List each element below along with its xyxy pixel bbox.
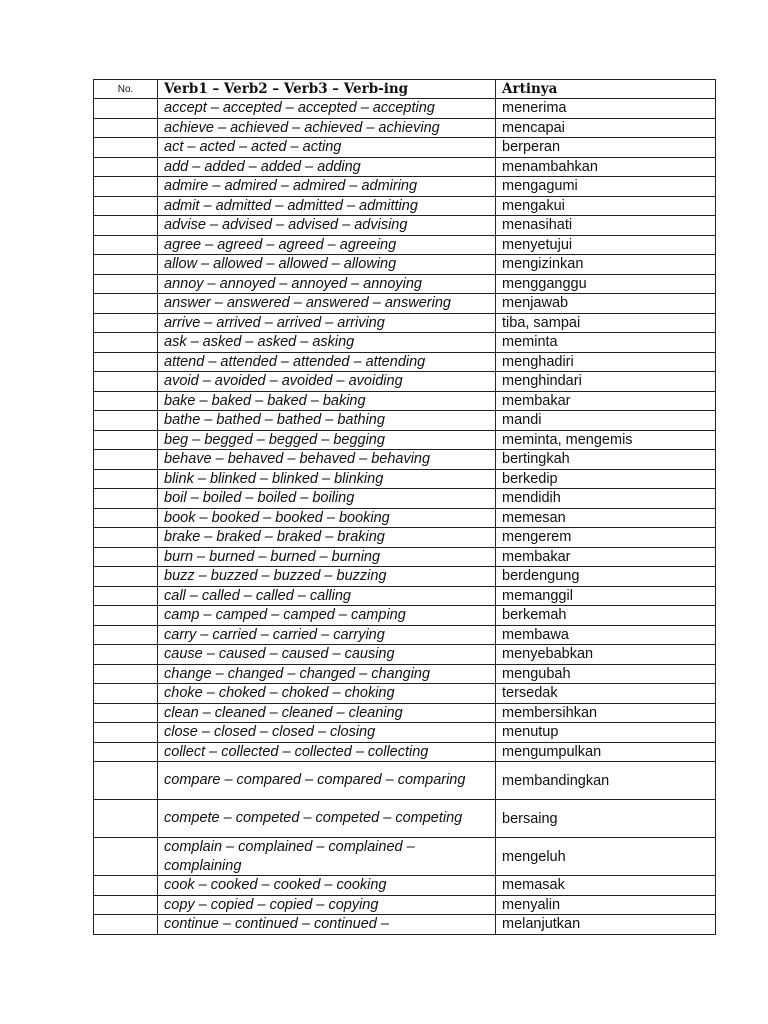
table-row (94, 99, 716, 119)
table-row (94, 567, 716, 587)
table-row (94, 157, 716, 177)
row-number-cell (94, 313, 158, 333)
verb-forms-cell: continue – continued – continued – (158, 915, 496, 935)
row-number-cell (94, 391, 158, 411)
table-row (94, 372, 716, 392)
table-row (94, 352, 716, 372)
artinya-cell: mengagumi (496, 177, 716, 197)
artinya-cell: menasihati (496, 216, 716, 236)
artinya-cell: tersedak (496, 684, 716, 704)
artinya-cell: menghindari (496, 372, 716, 392)
verb-forms-cell: ask – asked – asked – asking (158, 333, 496, 353)
row-number-cell (94, 800, 158, 838)
row-number-cell (94, 703, 158, 723)
artinya-cell: membakar (496, 391, 716, 411)
verb-forms-cell: boil – boiled – boiled – boiling (158, 489, 496, 509)
table-row (94, 391, 716, 411)
table-row (94, 255, 716, 275)
header-no: No. (94, 80, 158, 99)
verb-forms-cell: clean – cleaned – cleaned – cleaning (158, 703, 496, 723)
artinya-cell: membakar (496, 547, 716, 567)
artinya-cell: membandingkan (496, 762, 716, 800)
verb-forms-cell: annoy – annoyed – annoyed – annoying (158, 274, 496, 294)
table-row (94, 196, 716, 216)
verb-forms-cell: cause – caused – caused – causing (158, 645, 496, 665)
artinya-cell: memesan (496, 508, 716, 528)
verb-forms-cell: act – acted – acted – acting (158, 138, 496, 158)
row-number-cell (94, 567, 158, 587)
table-row (94, 800, 716, 838)
artinya-cell: mengizinkan (496, 255, 716, 275)
verb-forms-cell: blink – blinked – blinked – blinking (158, 469, 496, 489)
header-row (94, 80, 716, 99)
artinya-cell: mengumpulkan (496, 742, 716, 762)
verb-forms-cell: change – changed – changed – changing (158, 664, 496, 684)
table-row (94, 177, 716, 197)
artinya-cell: mengganggu (496, 274, 716, 294)
row-number-cell (94, 742, 158, 762)
artinya-cell: memanggil (496, 586, 716, 606)
table-row (94, 469, 716, 489)
artinya-cell: berdengung (496, 567, 716, 587)
verb-forms-cell: buzz – buzzed – buzzed – buzzing (158, 567, 496, 587)
row-number-cell (94, 177, 158, 197)
row-number-cell (94, 625, 158, 645)
row-number-cell (94, 684, 158, 704)
artinya-cell: mencapai (496, 118, 716, 138)
verb-forms-cell: achieve – achieved – achieved – achieving (158, 118, 496, 138)
verb-forms-cell: add – added – added – adding (158, 157, 496, 177)
verb-forms-cell: collect – collected – collected – collecting (158, 742, 496, 762)
table-row (94, 915, 716, 935)
table-header (94, 80, 716, 99)
artinya-cell: tiba, sampai (496, 313, 716, 333)
row-number-cell (94, 664, 158, 684)
artinya-cell: meminta (496, 333, 716, 353)
verb-forms-cell: complain – complained – complained – complaining (158, 838, 496, 876)
verb-forms-cell: bake – baked – baked – baking (158, 391, 496, 411)
row-number-cell (94, 586, 158, 606)
row-number-cell (94, 528, 158, 548)
verb-forms-cell: attend – attended – attended – attending (158, 352, 496, 372)
artinya-cell: mendidih (496, 489, 716, 509)
table-row (94, 762, 716, 800)
verb-forms-cell: accept – accepted – accepted – accepting (158, 99, 496, 119)
table-row (94, 274, 716, 294)
verb-forms-cell: brake – braked – braked – braking (158, 528, 496, 548)
row-number-cell (94, 762, 158, 800)
artinya-cell: menerima (496, 99, 716, 119)
verb-forms-cell: choke – choked – choked – choking (158, 684, 496, 704)
artinya-cell: menutup (496, 723, 716, 743)
table-row (94, 235, 716, 255)
row-number-cell (94, 895, 158, 915)
verb-forms-cell: behave – behaved – behaved – behaving (158, 450, 496, 470)
row-number-cell (94, 838, 158, 876)
row-number-cell (94, 333, 158, 353)
row-number-cell (94, 645, 158, 665)
row-number-cell (94, 411, 158, 431)
artinya-cell: mengeluh (496, 838, 716, 876)
table-row (94, 138, 716, 158)
verb-forms-cell: book – booked – booked – booking (158, 508, 496, 528)
verb-forms-cell: cook – cooked – cooked – cooking (158, 876, 496, 896)
row-number-cell (94, 255, 158, 275)
artinya-cell: mengubah (496, 664, 716, 684)
table-row (94, 508, 716, 528)
artinya-cell: memasak (496, 876, 716, 896)
verb-forms-cell: compete – competed – competed – competing (158, 800, 496, 838)
verb-forms-cell: avoid – avoided – avoided – avoiding (158, 372, 496, 392)
row-number-cell (94, 915, 158, 935)
verb-forms-cell: close – closed – closed – closing (158, 723, 496, 743)
artinya-cell: melanjutkan (496, 915, 716, 935)
table-row (94, 586, 716, 606)
artinya-cell: mengakui (496, 196, 716, 216)
row-number-cell (94, 216, 158, 236)
table-row (94, 742, 716, 762)
artinya-cell: membawa (496, 625, 716, 645)
row-number-cell (94, 876, 158, 896)
row-number-cell (94, 118, 158, 138)
verb-forms-cell: compare – compared – compared – comparing (158, 762, 496, 800)
row-number-cell (94, 489, 158, 509)
table-row (94, 528, 716, 548)
table-row (94, 547, 716, 567)
verb-forms-cell: bathe – bathed – bathed – bathing (158, 411, 496, 431)
artinya-cell: menghadiri (496, 352, 716, 372)
verb-forms-cell: agree – agreed – agreed – agreeing (158, 235, 496, 255)
artinya-cell: berkemah (496, 606, 716, 626)
artinya-cell: menyebabkan (496, 645, 716, 665)
verb-table (93, 79, 716, 935)
artinya-cell: menyetujui (496, 235, 716, 255)
row-number-cell (94, 274, 158, 294)
artinya-cell: menyalin (496, 895, 716, 915)
verb-forms-cell: arrive – arrived – arrived – arriving (158, 313, 496, 333)
row-number-cell (94, 372, 158, 392)
table-body (94, 99, 716, 935)
table-row (94, 216, 716, 236)
artinya-cell: membersihkan (496, 703, 716, 723)
header-artinya: Artinya (496, 80, 716, 99)
table-row (94, 450, 716, 470)
verb-forms-cell: beg – begged – begged – begging (158, 430, 496, 450)
table-row (94, 895, 716, 915)
table-row (94, 703, 716, 723)
row-number-cell (94, 196, 158, 216)
row-number-cell (94, 157, 158, 177)
artinya-cell: bertingkah (496, 450, 716, 470)
table-row (94, 838, 716, 876)
verb-forms-cell: answer – answered – answered – answering (158, 294, 496, 314)
row-number-cell (94, 99, 158, 119)
artinya-cell: meminta, mengemis (496, 430, 716, 450)
table-row (94, 333, 716, 353)
row-number-cell (94, 547, 158, 567)
row-number-cell (94, 606, 158, 626)
row-number-cell (94, 235, 158, 255)
table-row (94, 876, 716, 896)
table-row (94, 606, 716, 626)
verb-forms-cell: burn – burned – burned – burning (158, 547, 496, 567)
table-row (94, 294, 716, 314)
table-row (94, 118, 716, 138)
verb-forms-cell: admit – admitted – admitted – admitting (158, 196, 496, 216)
table-row (94, 625, 716, 645)
verb-forms-cell: camp – camped – camped – camping (158, 606, 496, 626)
table-row (94, 430, 716, 450)
artinya-cell: berkedip (496, 469, 716, 489)
table-row (94, 489, 716, 509)
table-row (94, 664, 716, 684)
row-number-cell (94, 430, 158, 450)
artinya-cell: menjawab (496, 294, 716, 314)
artinya-cell: menambahkan (496, 157, 716, 177)
artinya-cell: mengerem (496, 528, 716, 548)
row-number-cell (94, 450, 158, 470)
table-row (94, 411, 716, 431)
row-number-cell (94, 508, 158, 528)
row-number-cell (94, 294, 158, 314)
table-row (94, 645, 716, 665)
table-row (94, 313, 716, 333)
row-number-cell (94, 469, 158, 489)
verb-forms-cell: call – called – called – calling (158, 586, 496, 606)
artinya-cell: bersaing (496, 800, 716, 838)
verb-forms-cell: carry – carried – carried – carrying (158, 625, 496, 645)
verb-forms-cell: admire – admired – admired – admiring (158, 177, 496, 197)
artinya-cell: berperan (496, 138, 716, 158)
table-row (94, 684, 716, 704)
header-verb-forms: Verb1 – Verb2 – Verb3 – Verb-ing (158, 80, 496, 99)
table-row (94, 723, 716, 743)
row-number-cell (94, 138, 158, 158)
verb-forms-cell: copy – copied – copied – copying (158, 895, 496, 915)
row-number-cell (94, 723, 158, 743)
row-number-cell (94, 352, 158, 372)
verb-forms-cell: advise – advised – advised – advising (158, 216, 496, 236)
artinya-cell: mandi (496, 411, 716, 431)
verb-forms-cell: allow – allowed – allowed – allowing (158, 255, 496, 275)
